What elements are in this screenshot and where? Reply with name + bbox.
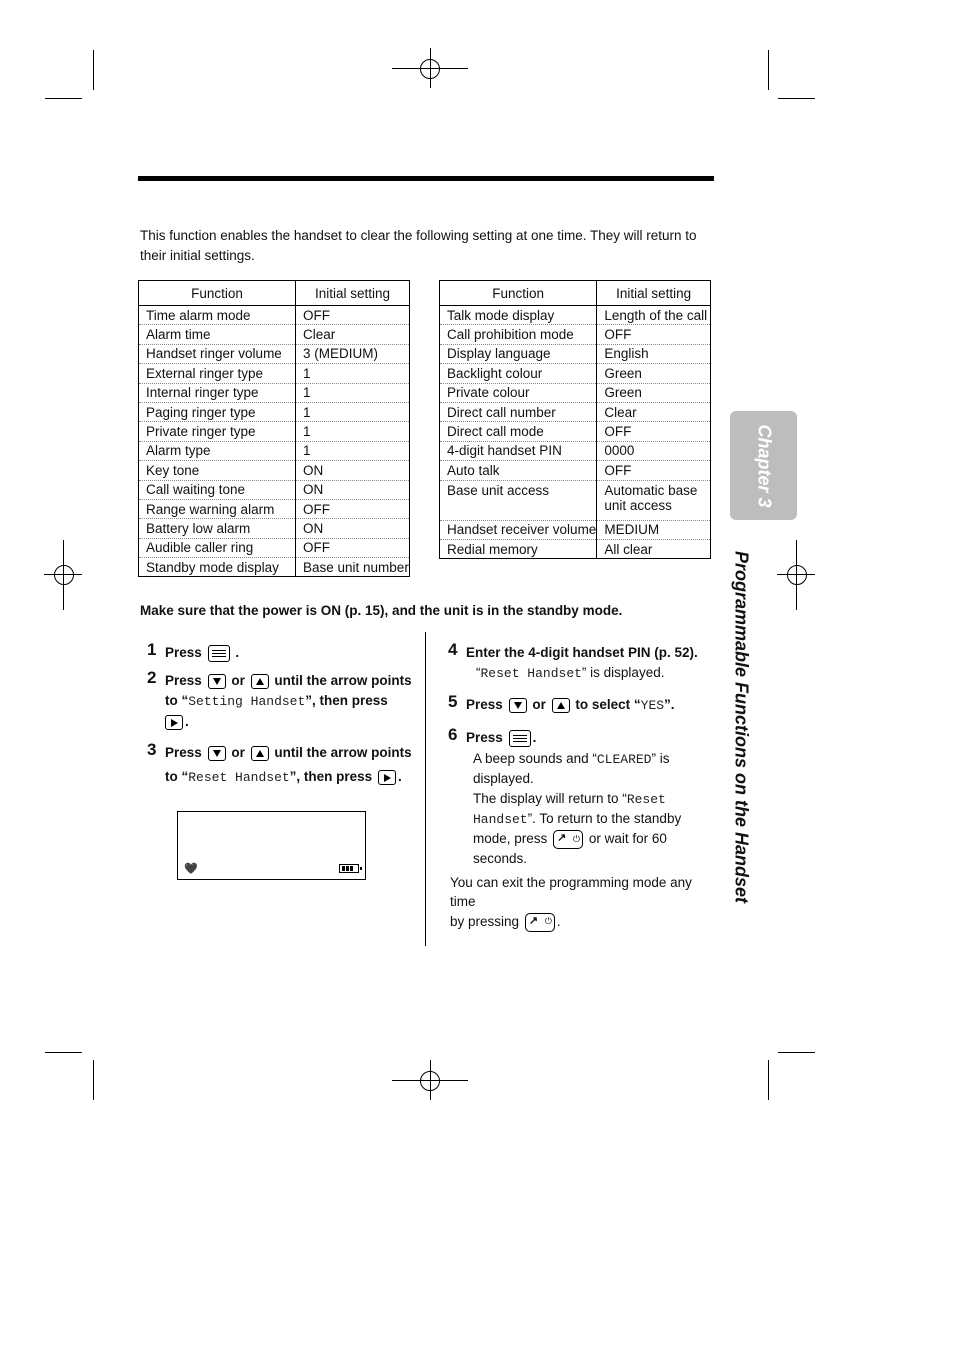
- initial-setting-cell: 1: [296, 383, 410, 402]
- precondition-note: Make sure that the power is ON (p. 15), and the unit is in the standby mode.: [140, 603, 623, 618]
- function-cell: Direct call number: [440, 402, 597, 421]
- step-text: ”, then press: [289, 769, 373, 784]
- registration-mark: [787, 565, 807, 585]
- function-cell: Direct call mode: [440, 422, 597, 441]
- initial-setting-cell: 1: [296, 364, 410, 383]
- step-text: “: [476, 665, 481, 680]
- lcd-text: YES: [640, 698, 665, 713]
- table-row: [440, 325, 711, 344]
- up-key-icon: [552, 698, 570, 713]
- step-text: mode, press: [473, 831, 548, 847]
- table-row: [440, 383, 711, 402]
- step-text: Press: [466, 697, 503, 712]
- antenna-icon: 🖤: [184, 863, 198, 875]
- step-number: 6: [448, 725, 458, 744]
- table-row: [440, 441, 711, 460]
- up-key-icon: [251, 674, 269, 689]
- table-row: [139, 364, 410, 383]
- lcd-text: Reset: [626, 791, 666, 807]
- note-text: .: [556, 913, 561, 929]
- crop-mark: [778, 98, 815, 99]
- initial-setting-cell: All clear: [597, 539, 711, 558]
- initial-setting-cell: 0000: [597, 441, 711, 460]
- step-number: 4: [448, 640, 458, 659]
- step-text: The display will return to “: [473, 790, 627, 806]
- table-row: [440, 480, 711, 520]
- function-cell: Handset receiver volume: [440, 520, 597, 539]
- note-text: You can exit the programming mode any time: [450, 875, 692, 910]
- table-row: [440, 344, 711, 363]
- step-text: ”.: [664, 697, 675, 712]
- step-text: Press: [165, 745, 202, 760]
- function-cell: 4-digit handset PIN: [440, 441, 597, 460]
- step-text: ”, then press: [305, 693, 388, 708]
- initial-setting-cell: Clear: [296, 325, 410, 344]
- table-row: [440, 539, 711, 558]
- column-header: Initial setting: [597, 281, 711, 306]
- step-number: 2: [147, 668, 157, 687]
- crop-mark: [93, 50, 94, 90]
- table-row: [139, 383, 410, 402]
- initial-setting-cell: ON: [296, 461, 410, 480]
- initial-setting-cell: OFF: [597, 422, 711, 441]
- crop-mark: [768, 1060, 769, 1100]
- step-text: until the arrow points: [274, 673, 412, 688]
- function-cell: Paging ringer type: [139, 402, 296, 421]
- right-key-icon: [378, 770, 396, 785]
- initial-setting-cell: 1: [296, 422, 410, 441]
- table-row: [139, 461, 410, 480]
- settings-table-left: [138, 280, 410, 577]
- registration-line: [63, 540, 64, 610]
- table-row: [139, 325, 410, 344]
- table-row: [440, 364, 711, 383]
- down-key-icon: [509, 698, 527, 713]
- table-row: [440, 422, 711, 441]
- function-cell: Alarm type: [139, 441, 296, 460]
- table-row: [139, 306, 410, 325]
- down-key-icon: [208, 674, 226, 689]
- step-number: 1: [147, 640, 157, 659]
- column-header: Initial setting: [296, 281, 410, 306]
- crop-mark: [45, 1052, 82, 1053]
- column-divider: [425, 632, 426, 946]
- table-row: [440, 461, 711, 480]
- step-text: Press: [165, 673, 202, 688]
- menu-key-icon: [509, 730, 531, 747]
- table-row: [139, 480, 410, 499]
- function-cell: Key tone: [139, 461, 296, 480]
- note-text: by pressing: [450, 913, 520, 929]
- step-text: to “: [165, 769, 189, 784]
- step-number: 5: [448, 692, 458, 711]
- step-text: ”. To return to the standby: [527, 810, 682, 826]
- step-text: or: [532, 697, 546, 712]
- table-row: [139, 441, 410, 460]
- registration-line: [430, 48, 431, 88]
- initial-setting-cell: 1: [296, 441, 410, 460]
- chapter-label: Chapter 3: [754, 423, 774, 508]
- battery-icon: [339, 864, 359, 873]
- crop-mark: [45, 98, 82, 99]
- menu-key-icon: [208, 645, 230, 662]
- function-cell: Internal ringer type: [139, 383, 296, 402]
- step-text: to “: [165, 693, 189, 708]
- initial-setting-cell: OFF: [296, 306, 410, 325]
- table-header-row: [440, 281, 711, 306]
- step-text: or: [231, 745, 245, 760]
- lcd-text: Reset Handset: [188, 770, 290, 785]
- lcd-text: Reset Handset: [480, 666, 582, 681]
- function-cell: Call prohibition mode: [440, 325, 597, 344]
- function-cell: Private ringer type: [139, 422, 296, 441]
- lcd-text: Handset: [473, 811, 528, 827]
- column-header: Function: [440, 281, 597, 306]
- initial-setting-cell: Green: [597, 383, 711, 402]
- crop-mark: [93, 1060, 94, 1100]
- initial-setting-cell: MEDIUM: [597, 520, 711, 539]
- registration-mark: [54, 565, 74, 585]
- chapter-tab: [730, 411, 797, 520]
- initial-setting-cell: 3 (MEDIUM): [296, 344, 410, 363]
- function-cell: Standby mode display: [146, 559, 279, 575]
- header-rule: [138, 176, 714, 181]
- table-row: [139, 422, 410, 441]
- exit-note: [450, 873, 712, 932]
- initial-setting-cell: English: [597, 344, 711, 363]
- off-key-icon: [525, 913, 555, 932]
- lcd-display: [177, 811, 366, 880]
- initial-setting-cell: OFF: [296, 499, 410, 518]
- function-cell: Audible caller ring: [139, 538, 296, 557]
- step-number: 3: [147, 740, 157, 759]
- function-cell: Handset ringer volume: [139, 344, 296, 363]
- registration-line: [430, 1060, 431, 1100]
- step-text: or wait for 60: [588, 831, 667, 847]
- step-text: or: [231, 673, 245, 688]
- function-cell: Auto talk: [440, 461, 597, 480]
- table-row: [139, 402, 410, 421]
- step-text: ” is displayed.: [581, 665, 665, 680]
- table-row: [139, 519, 410, 538]
- function-cell: Range warning alarm: [139, 499, 296, 518]
- function-cell: Talk mode display: [440, 306, 597, 325]
- initial-setting-cell: ON: [296, 519, 410, 538]
- function-cell: Backlight colour: [440, 364, 597, 383]
- table-row: [139, 558, 410, 577]
- column-header: Function: [139, 281, 296, 306]
- initial-setting-cell: 1: [296, 402, 410, 421]
- step-text: displayed.: [473, 771, 534, 787]
- function-cell: External ringer type: [139, 364, 296, 383]
- lcd-text: CLEARED: [596, 752, 652, 767]
- function-cell: Alarm time: [139, 325, 296, 344]
- step-text: to select “: [575, 697, 641, 712]
- function-cell: Display language: [440, 344, 597, 363]
- registration-line: [796, 540, 797, 610]
- function-cell: Battery low alarm: [139, 519, 296, 538]
- function-cell: Redial memory: [447, 541, 538, 557]
- crop-mark: [778, 1052, 815, 1053]
- crop-mark: [768, 50, 769, 90]
- table-row: [440, 306, 711, 325]
- initial-setting-cell: ON: [296, 480, 410, 499]
- section-title: Programmable Functions on the Handset: [731, 550, 752, 904]
- function-cell: Private colour: [440, 383, 597, 402]
- function-cell: Base unit access: [440, 480, 597, 520]
- step-text: A beep sounds and “: [473, 751, 597, 766]
- initial-setting-cell: OFF: [597, 325, 711, 344]
- step-text: Press: [466, 730, 503, 745]
- table-row: [440, 520, 711, 539]
- table-header-row: [139, 281, 410, 306]
- function-cell: Time alarm mode: [139, 306, 296, 325]
- down-key-icon: [208, 746, 226, 761]
- table-row: [139, 538, 410, 557]
- initial-setting-cell: Clear: [597, 402, 711, 421]
- step-text: until the arrow points: [274, 745, 412, 760]
- intro-text: This function enables the handset to clear the following setting at one time. They will return to their initial settings.: [140, 228, 697, 263]
- up-key-icon: [251, 746, 269, 761]
- initial-setting-cell: OFF: [597, 461, 711, 480]
- function-cell: Call waiting tone: [139, 480, 296, 499]
- step-text: seconds.: [473, 851, 528, 867]
- initial-setting-cell: Base unit number: [296, 558, 410, 577]
- lcd-text: Setting Handset: [188, 694, 306, 709]
- initial-setting-cell: Automatic base unit access: [597, 480, 711, 520]
- step-text: Enter the 4-digit handset PIN (p. 52).: [466, 645, 698, 660]
- settings-table-right: [439, 280, 711, 559]
- right-key-icon: [165, 715, 183, 730]
- step-text: .: [532, 730, 537, 745]
- step-text: .: [185, 714, 189, 729]
- step-text: .: [235, 645, 240, 660]
- table-row: [139, 499, 410, 518]
- initial-setting-cell: OFF: [296, 538, 410, 557]
- step-6-details: [473, 749, 703, 868]
- step-text: .: [397, 769, 402, 784]
- table-row: [139, 344, 410, 363]
- initial-setting-cell: Green: [597, 364, 711, 383]
- table-row: [440, 402, 711, 421]
- initial-setting-cell: Length of the call: [597, 306, 711, 325]
- step-text: ” is: [651, 751, 670, 766]
- step-text: Press: [165, 645, 202, 660]
- off-key-icon: [553, 830, 583, 849]
